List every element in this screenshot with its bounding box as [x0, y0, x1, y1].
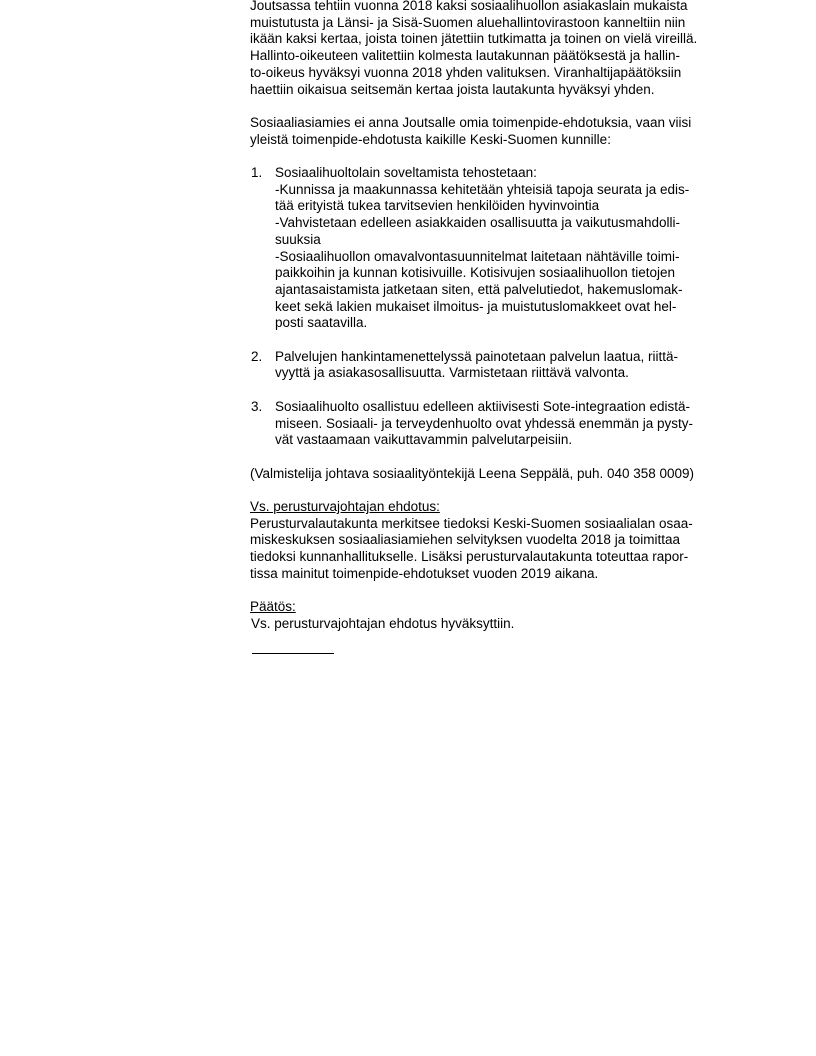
text-line: miskeskuksen sosiaaliasiamiehen selvityksen vuodelta 2018 ja toimittaa	[250, 532, 680, 548]
decision-section	[250, 599, 740, 632]
text-line: ikään kaksi kertaa, joista toinen jätettiin tutkimatta ja toinen on vielä vireillä.	[250, 31, 698, 47]
text-line: -Vahvistetaan edelleen asiakkaiden osallisuutta ja vaikutusmahdolli-	[275, 215, 680, 231]
text-line: tiedoksi kunnanhallitukselle. Lisäksi perusturvalautakunta toteuttaa rapor-	[250, 549, 689, 565]
preparer-info: (Valmistelija johtava sosiaalityöntekijä Leena Seppälä, puh. 040 358 0009)	[250, 465, 695, 481]
list-number: 2.	[251, 348, 263, 364]
recommendations-intro-paragraph	[250, 115, 740, 148]
text-line: Sosiaalihuolto osallistuu edelleen aktiivisesti Sote-integraation edistä-	[275, 398, 690, 414]
text-line: -Kunnissa ja maakunnassa kehitetään yhteisiä tapoja seurata ja edis-	[275, 181, 690, 197]
document-body	[250, 0, 740, 654]
list-number: 1.	[251, 165, 263, 180]
closing-rule-divider	[252, 653, 334, 654]
text-line: Sosiaaliasiamies ei anna Joutsalle omia toimenpide-ehdotuksia, vaan viisi	[250, 114, 692, 130]
decision-heading: Päätös:	[250, 599, 296, 615]
list-item-3	[250, 399, 740, 449]
text-line: Palvelujen hankintamenettelyssä painotetaan palvelun laatua, riittä-	[275, 348, 679, 364]
text-line: suuksia	[275, 231, 321, 247]
text-line: haettiin oikaisua seitsemän kertaa joista lautakunta hyväksyi yhden.	[250, 81, 655, 97]
text-line: Joutsassa tehtiin vuonna 2018 kaksi sosiaalihuollon asiakaslain mukaista	[250, 0, 688, 13]
list-item-2	[250, 349, 740, 382]
proposal-section	[250, 499, 740, 583]
text-line: muistutusta ja Länsi- ja Sisä-Suomen aluehallintovirastoon kanneltiin niin	[250, 14, 686, 30]
text-line: vyyttä ja asiakasosallisuutta. Varmistetaan riittävä valvonta.	[275, 365, 629, 381]
decision-text: Vs. perusturvajohtajan ehdotus hyväksyttiin.	[251, 615, 515, 631]
text-line: posti saatavilla.	[275, 315, 368, 331]
text-line: Perusturvalautakunta merkitsee tiedoksi Keski-Suomen sosiaalialan osaa-	[250, 515, 693, 531]
text-line: tissa mainitut toimenpide-ehdotukset vuoden 2019 aikana.	[250, 565, 599, 581]
text-line: paikkoihin ja kunnan kotisivuille. Kotisivujen sosiaalihuollon tietojen	[275, 265, 675, 281]
text-line: Sosiaalihuoltolain soveltamista tehostetaan:	[275, 165, 537, 180]
preparer-paragraph	[250, 466, 740, 483]
list-item-1	[250, 165, 740, 332]
text-line: ajantasaistamista jatketaan siten, että palvelutiedot, hakemuslomak-	[275, 281, 683, 297]
proposal-heading: Vs. perusturvajohtajan ehdotus:	[250, 499, 440, 514]
text-line: tää erityistä tukea tarvitsevien henkilöiden hyvinvointia	[275, 198, 600, 214]
text-line: to-oikeus hyväksyi vuonna 2018 yhden valituksen. Viranhaltijapäätöksiin	[250, 64, 682, 80]
intro-paragraph	[250, 0, 740, 98]
text-line: vät vastaamaan vaikuttavammin palvelutarpeisiin.	[275, 432, 573, 448]
list-number: 3.	[251, 398, 263, 414]
text-line: keet sekä lakien mukaiset ilmoitus- ja muistutuslomakkeet ovat hel-	[275, 298, 677, 314]
text-line: -Sosiaalihuollon omavalvontasuunnitelmat laitetaan nähtäville toimi-	[275, 248, 680, 264]
text-line: miseen. Sosiaali- ja terveydenhuolto ovat yhdessä enemmän ja pysty-	[275, 415, 693, 431]
text-line: Hallinto-oikeuteen valitettiin kolmesta lautakunnan päätöksestä ja hallin-	[250, 48, 681, 64]
text-line: yleistä toimenpide-ehdotusta kaikille Keski-Suomen kunnille:	[250, 131, 611, 147]
